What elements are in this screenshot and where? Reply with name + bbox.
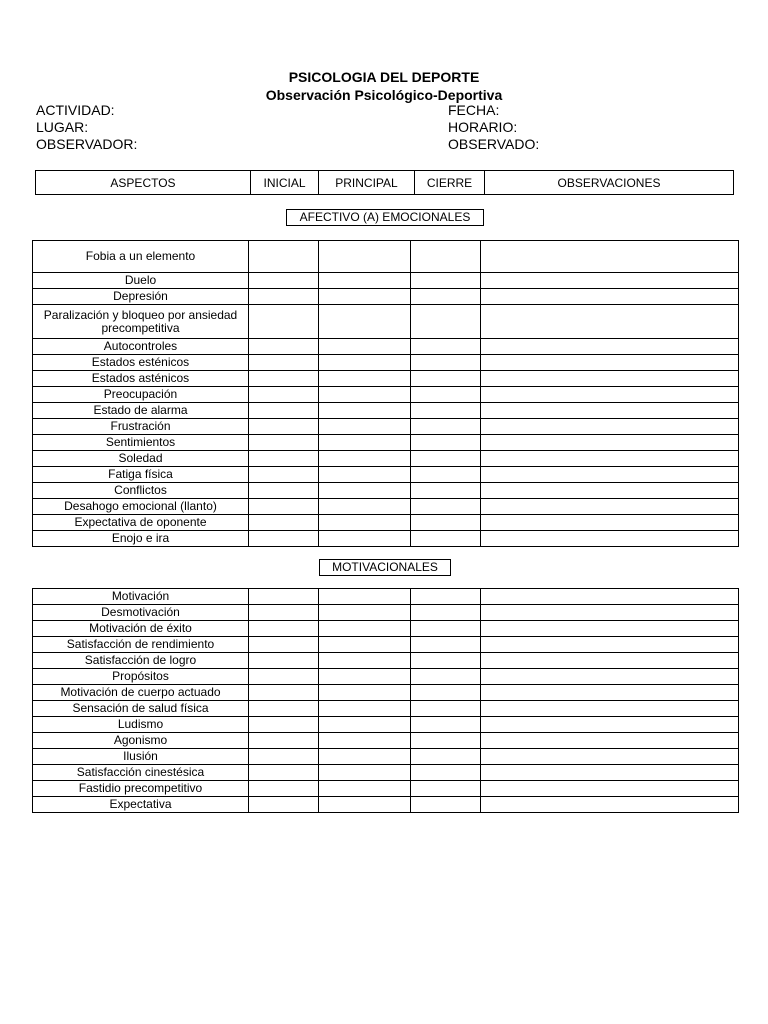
table-afectivo: [32, 240, 739, 547]
principal-cell[interactable]: [319, 241, 411, 273]
observaciones-cell[interactable]: [481, 387, 739, 403]
table-row: [33, 637, 739, 653]
principal-cell[interactable]: [319, 637, 411, 653]
inicial-cell[interactable]: [249, 241, 319, 273]
principal-cell[interactable]: [319, 499, 411, 515]
cierre-cell[interactable]: [411, 637, 481, 653]
observaciones-cell[interactable]: [481, 339, 739, 355]
principal-cell[interactable]: [319, 605, 411, 621]
inicial-cell[interactable]: [249, 531, 319, 547]
observaciones-cell[interactable]: [481, 531, 739, 547]
principal-cell[interactable]: [319, 515, 411, 531]
cierre-cell[interactable]: [411, 781, 481, 797]
cierre-cell[interactable]: [411, 733, 481, 749]
cierre-cell[interactable]: [411, 371, 481, 387]
inicial-cell[interactable]: [249, 289, 319, 305]
aspect-label: Fobia a un elemento: [33, 241, 249, 273]
principal-cell[interactable]: [319, 289, 411, 305]
principal-cell[interactable]: [319, 483, 411, 499]
table-row: [33, 653, 739, 669]
aspect-label: Satisfacción de rendimiento: [33, 637, 249, 653]
principal-cell[interactable]: [319, 589, 411, 605]
section-label-motivacionales: MOTIVACIONALES: [319, 559, 451, 576]
principal-cell[interactable]: [319, 701, 411, 717]
cierre-cell[interactable]: [411, 339, 481, 355]
aspect-label: Expectativa de oponente: [33, 515, 249, 531]
observaciones-cell[interactable]: [481, 419, 739, 435]
cierre-cell[interactable]: [411, 653, 481, 669]
aspect-label: Soledad: [33, 451, 249, 467]
table-row: [33, 515, 739, 531]
observaciones-cell[interactable]: [481, 669, 739, 685]
aspect-label: Motivación de cuerpo actuado: [33, 685, 249, 701]
cierre-cell[interactable]: [411, 355, 481, 371]
inicial-cell[interactable]: [249, 797, 319, 813]
cierre-cell[interactable]: [411, 765, 481, 781]
field-observador: OBSERVADOR:: [36, 136, 138, 152]
principal-cell[interactable]: [319, 339, 411, 355]
aspect-label: Estados esténicos: [33, 355, 249, 371]
aspect-label: Motivación: [33, 589, 249, 605]
aspect-label: Fatiga física: [33, 467, 249, 483]
inicial-cell[interactable]: [249, 403, 319, 419]
cierre-cell[interactable]: [411, 483, 481, 499]
table-row: [33, 717, 739, 733]
aspect-label: Conflictos: [33, 483, 249, 499]
cierre-cell[interactable]: [411, 685, 481, 701]
inicial-cell[interactable]: [249, 717, 319, 733]
aspect-label: Ludismo: [33, 717, 249, 733]
observaciones-cell[interactable]: [481, 589, 739, 605]
observaciones-cell[interactable]: [481, 765, 739, 781]
principal-cell[interactable]: [319, 531, 411, 547]
field-actividad: ACTIVIDAD:: [36, 102, 115, 118]
table-row: [33, 467, 739, 483]
principal-cell[interactable]: [319, 435, 411, 451]
aspect-label: Estado de alarma: [33, 403, 249, 419]
observaciones-cell[interactable]: [481, 403, 739, 419]
cierre-cell[interactable]: [411, 451, 481, 467]
table-row: [33, 621, 739, 637]
inicial-cell[interactable]: [249, 733, 319, 749]
cierre-cell[interactable]: [411, 605, 481, 621]
table-motivacionales: [32, 588, 739, 813]
section-label-afectivo: AFECTIVO (A) EMOCIONALES: [286, 209, 484, 226]
table-row: [33, 685, 739, 701]
inicial-cell[interactable]: [249, 371, 319, 387]
cierre-cell[interactable]: [411, 531, 481, 547]
table-row: [33, 355, 739, 371]
aspect-label: Propósitos: [33, 669, 249, 685]
cierre-cell[interactable]: [411, 273, 481, 289]
principal-cell[interactable]: [319, 733, 411, 749]
observaciones-cell[interactable]: [481, 515, 739, 531]
aspect-label: Desmotivación: [33, 605, 249, 621]
principal-cell[interactable]: [319, 355, 411, 371]
principal-cell[interactable]: [319, 387, 411, 403]
field-observado: OBSERVADO:: [448, 136, 540, 152]
table-row: [33, 765, 739, 781]
table-row: [33, 499, 739, 515]
inicial-cell[interactable]: [249, 605, 319, 621]
table-row: [33, 451, 739, 467]
principal-cell[interactable]: [319, 797, 411, 813]
table-row: [33, 403, 739, 419]
cierre-cell[interactable]: [411, 669, 481, 685]
inicial-cell[interactable]: [249, 483, 319, 499]
principal-cell[interactable]: [319, 273, 411, 289]
inicial-cell[interactable]: [249, 305, 319, 339]
table-row: [33, 273, 739, 289]
aspect-label: Autocontroles: [33, 339, 249, 355]
table-row: [33, 531, 739, 547]
table-row: [33, 797, 739, 813]
cierre-cell[interactable]: [411, 403, 481, 419]
observaciones-cell[interactable]: [481, 733, 739, 749]
header-cierre: CIERRE: [415, 171, 485, 194]
cierre-cell[interactable]: [411, 467, 481, 483]
cierre-cell[interactable]: [411, 419, 481, 435]
aspect-label: Frustración: [33, 419, 249, 435]
observaciones-cell[interactable]: [481, 289, 739, 305]
field-fecha: FECHA:: [448, 102, 500, 118]
inicial-cell[interactable]: [249, 653, 319, 669]
inicial-cell[interactable]: [249, 435, 319, 451]
cierre-cell[interactable]: [411, 797, 481, 813]
observaciones-cell[interactable]: [481, 637, 739, 653]
aspect-label: Depresión: [33, 289, 249, 305]
inicial-cell[interactable]: [249, 355, 319, 371]
cierre-cell[interactable]: [411, 621, 481, 637]
cierre-cell[interactable]: [411, 749, 481, 765]
aspect-label: Sensación de salud física: [33, 701, 249, 717]
inicial-cell[interactable]: [249, 701, 319, 717]
aspect-label: Agonismo: [33, 733, 249, 749]
aspect-label: Enojo e ira: [33, 531, 249, 547]
table-row: [33, 305, 739, 339]
aspect-label: Desahogo emocional (llanto): [33, 499, 249, 515]
inicial-cell[interactable]: [249, 749, 319, 765]
table-row: [33, 589, 739, 605]
table-row: [33, 781, 739, 797]
table-row: [33, 387, 739, 403]
principal-cell[interactable]: [319, 781, 411, 797]
inicial-cell[interactable]: [249, 387, 319, 403]
inicial-cell[interactable]: [249, 589, 319, 605]
cierre-cell[interactable]: [411, 515, 481, 531]
principal-cell[interactable]: [319, 419, 411, 435]
field-lugar: LUGAR:: [36, 119, 89, 135]
cierre-cell[interactable]: [411, 717, 481, 733]
aspect-label: Estados asténicos: [33, 371, 249, 387]
observaciones-cell[interactable]: [481, 355, 739, 371]
aspect-label: Sentimientos: [33, 435, 249, 451]
table-row: [33, 669, 739, 685]
aspect-label: Satisfacción de logro: [33, 653, 249, 669]
observaciones-cell[interactable]: [481, 749, 739, 765]
observaciones-cell[interactable]: [481, 435, 739, 451]
inicial-cell[interactable]: [249, 467, 319, 483]
observaciones-cell[interactable]: [481, 371, 739, 387]
table-row: [33, 749, 739, 765]
observaciones-cell[interactable]: [481, 605, 739, 621]
table-row: [33, 483, 739, 499]
cierre-cell[interactable]: [411, 241, 481, 273]
aspect-label: Paralización y bloqueo por ansiedad precompetitiva: [33, 305, 249, 339]
observaciones-cell[interactable]: [481, 241, 739, 273]
table-row: [33, 241, 739, 273]
aspect-label: Ilusión: [33, 749, 249, 765]
inicial-cell[interactable]: [249, 637, 319, 653]
aspect-label: Duelo: [33, 273, 249, 289]
aspect-label: Motivación de éxito: [33, 621, 249, 637]
cierre-cell[interactable]: [411, 289, 481, 305]
observaciones-cell[interactable]: [481, 781, 739, 797]
principal-cell[interactable]: [319, 467, 411, 483]
table-row: [33, 419, 739, 435]
table-row: [33, 605, 739, 621]
inicial-cell[interactable]: [249, 451, 319, 467]
page-subtitle: Observación Psicológico-Deportiva: [265, 87, 503, 103]
table-row: [33, 339, 739, 355]
inicial-cell[interactable]: [249, 685, 319, 701]
observaciones-cell[interactable]: [481, 483, 739, 499]
principal-cell[interactable]: [319, 653, 411, 669]
principal-cell[interactable]: [319, 403, 411, 419]
observaciones-cell[interactable]: [481, 797, 739, 813]
header-inicial: INICIAL: [251, 171, 319, 194]
header-observaciones: OBSERVACIONES: [557, 175, 661, 190]
inicial-cell[interactable]: [249, 621, 319, 637]
observaciones-cell[interactable]: [481, 717, 739, 733]
field-horario: HORARIO:: [448, 119, 518, 135]
inicial-cell[interactable]: [249, 669, 319, 685]
table-row: [33, 701, 739, 717]
observaciones-cell[interactable]: [481, 273, 739, 289]
cierre-cell[interactable]: [411, 435, 481, 451]
page-title: PSICOLOGIA DEL DEPORTE: [288, 69, 480, 85]
principal-cell[interactable]: [319, 305, 411, 339]
table-row: [33, 733, 739, 749]
inicial-cell[interactable]: [249, 339, 319, 355]
cierre-cell[interactable]: [411, 589, 481, 605]
observaciones-cell[interactable]: [481, 653, 739, 669]
observaciones-cell[interactable]: [481, 467, 739, 483]
column-header: [35, 170, 734, 195]
observaciones-cell[interactable]: [481, 685, 739, 701]
cierre-cell[interactable]: [411, 701, 481, 717]
observaciones-cell[interactable]: [481, 701, 739, 717]
observaciones-cell[interactable]: [481, 499, 739, 515]
principal-cell[interactable]: [319, 371, 411, 387]
principal-cell[interactable]: [319, 717, 411, 733]
principal-cell[interactable]: [319, 451, 411, 467]
principal-cell[interactable]: [319, 765, 411, 781]
inicial-cell[interactable]: [249, 765, 319, 781]
cierre-cell[interactable]: [411, 499, 481, 515]
aspect-label: Preocupación: [33, 387, 249, 403]
principal-cell[interactable]: [319, 685, 411, 701]
inicial-cell[interactable]: [249, 419, 319, 435]
inicial-cell[interactable]: [249, 515, 319, 531]
principal-cell[interactable]: [319, 621, 411, 637]
observaciones-cell[interactable]: [481, 451, 739, 467]
table-row: [33, 289, 739, 305]
observaciones-cell[interactable]: [481, 621, 739, 637]
aspect-label: Fastidio precompetitivo: [33, 781, 249, 797]
header-aspectos: ASPECTOS: [36, 171, 251, 194]
aspect-label: Satisfacción cinestésica: [33, 765, 249, 781]
table-row: [33, 435, 739, 451]
table-row: [33, 371, 739, 387]
cierre-cell[interactable]: [411, 305, 481, 339]
inicial-cell[interactable]: [249, 273, 319, 289]
observaciones-cell[interactable]: [481, 305, 739, 339]
inicial-cell[interactable]: [249, 781, 319, 797]
aspect-label: Expectativa: [33, 797, 249, 813]
inicial-cell[interactable]: [249, 499, 319, 515]
principal-cell[interactable]: [319, 749, 411, 765]
header-principal: PRINCIPAL: [319, 171, 415, 194]
cierre-cell[interactable]: [411, 387, 481, 403]
principal-cell[interactable]: [319, 669, 411, 685]
